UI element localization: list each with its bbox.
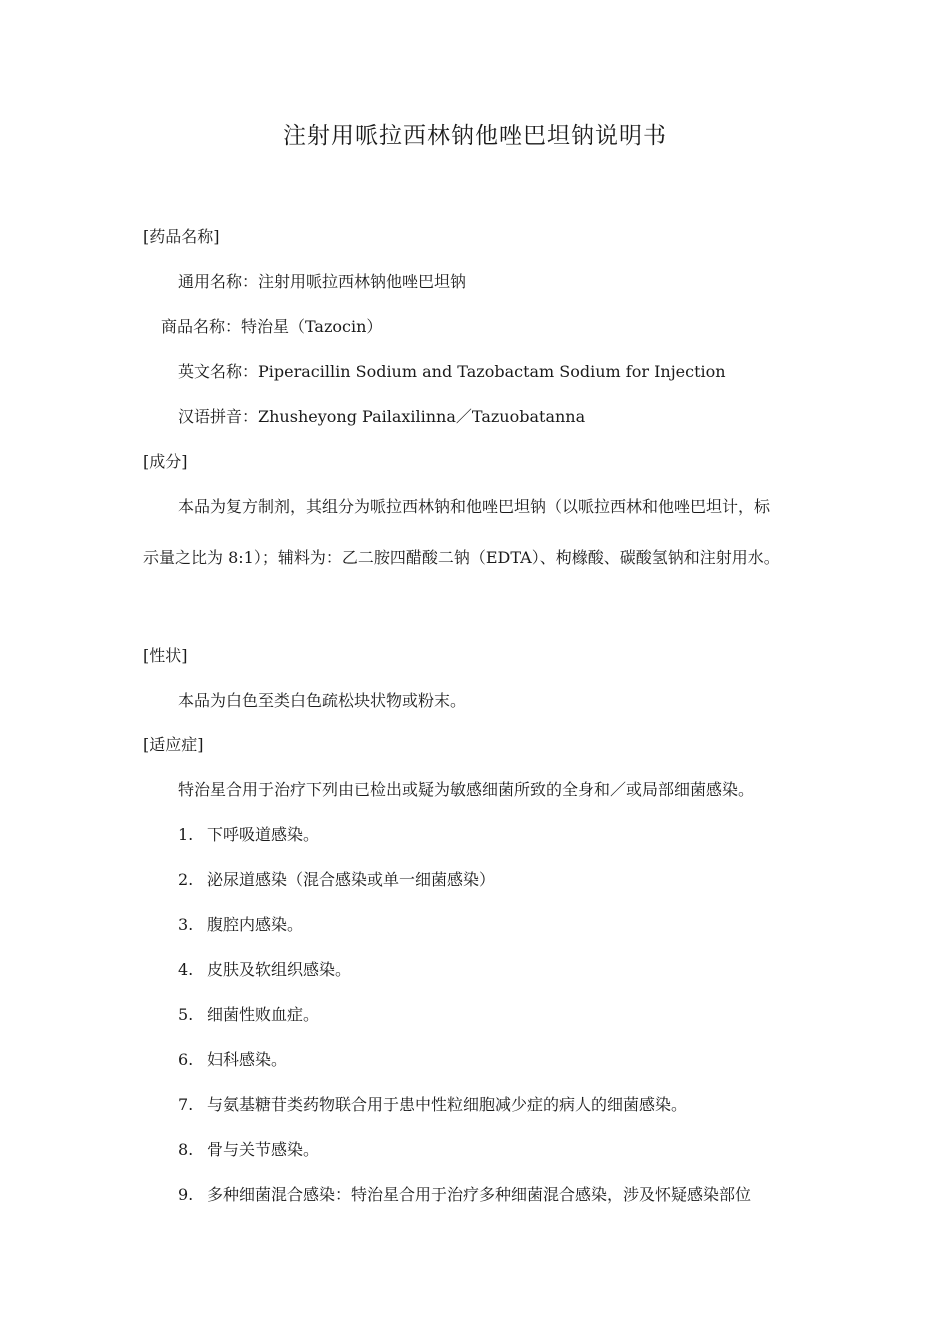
list-item: 与氨基糖苷类药物联合用于患中性粒细胞减少症的病人的细菌感染。 [207, 1095, 688, 1114]
list-item-number: 2. [178, 870, 194, 889]
composition-line-2: 示量之比为 8:1）；辅料为：乙二胺四醋酸二钠（EDTA）、枸橼酸、碳酸氢钠和注射用水。 [143, 548, 780, 567]
list-item: 腹腔内感染。 [207, 915, 304, 934]
list-item-number: 1. [178, 825, 194, 844]
list-item: 下呼吸道感染。 [207, 825, 320, 844]
list-item-number: 4. [178, 960, 194, 979]
section-header-composition: [成分] [143, 452, 188, 471]
list-item: 妇科感染。 [207, 1050, 288, 1069]
pinyin-name: 汉语拼音：Zhusheyong Pailaxilinna／Tazuobatanna [178, 407, 586, 426]
list-item-number: 9. [178, 1185, 194, 1204]
composition-line-1: 本品为复方制剂，其组分为哌拉西林钠和他唑巴坦钠（以哌拉西林和他唑巴坦计，标 [178, 497, 771, 516]
list-item: 骨与关节感染。 [207, 1140, 320, 1159]
section-header-indications: [适应症] [143, 735, 204, 754]
list-item: 泌尿道感染（混合感染或单一细菌感染） [207, 870, 496, 889]
description-text: 本品为白色至类白色疏松块状物或粉末。 [178, 691, 467, 710]
list-item-number: 8. [178, 1140, 194, 1159]
section-header-description: [性状] [143, 646, 188, 665]
list-item: 多种细菌混合感染：特治星合用于治疗多种细菌混合感染，涉及怀疑感染部位 [207, 1185, 752, 1204]
indications-intro: 特治星合用于治疗下列由已检出或疑为敏感细菌所致的全身和／或局部细菌感染。 [178, 780, 755, 799]
list-item: 细菌性败血症。 [207, 1005, 320, 1024]
list-item-number: 3. [178, 915, 194, 934]
list-item-number: 6. [178, 1050, 194, 1069]
trade-name: 商品名称：特治星（Tazocin） [161, 317, 383, 336]
list-item: 皮肤及软组织感染。 [207, 960, 352, 979]
english-name: 英文名称：Piperacillin Sodium and Tazobactam Sodium for Injection [178, 362, 726, 381]
document-title: 注射用哌拉西林钠他唑巴坦钠说明书 [283, 123, 667, 149]
section-header-drug-name: [药品名称] [143, 227, 220, 246]
list-item-number: 7. [178, 1095, 194, 1114]
list-item-number: 5. [178, 1005, 194, 1024]
generic-name: 通用名称：注射用哌拉西林钠他唑巴坦钠 [178, 272, 467, 291]
